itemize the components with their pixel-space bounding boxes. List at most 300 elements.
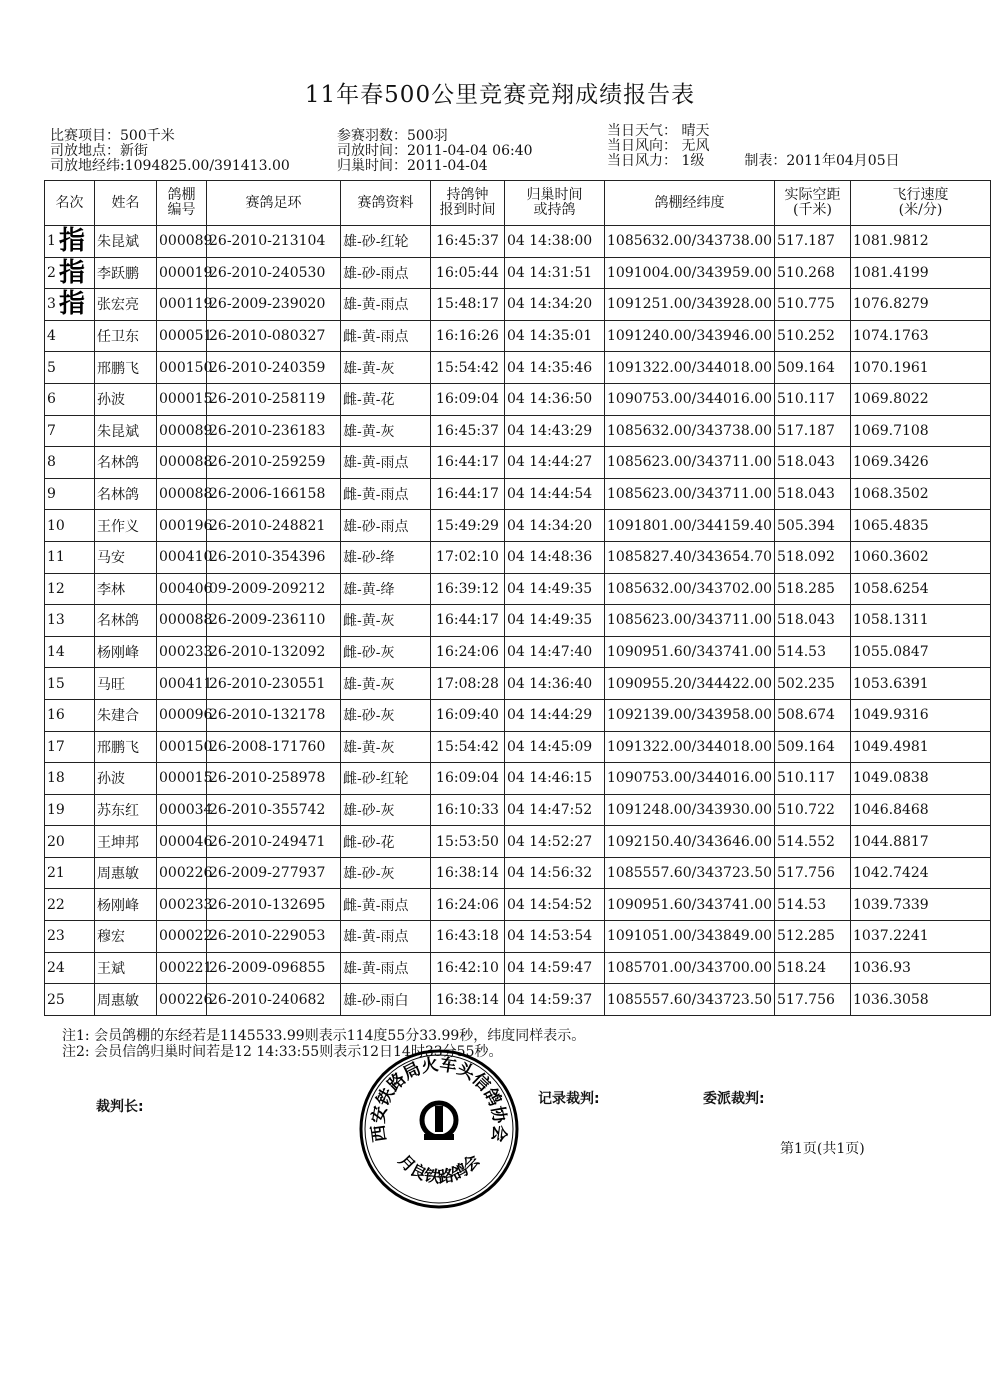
cell-ring-text: 26-2010-229053 xyxy=(209,928,326,945)
cell-ring xyxy=(207,447,341,479)
cell-ring-text: 26-2010-248821 xyxy=(209,517,326,534)
cell-clock-time xyxy=(431,794,505,826)
cell-loft-id xyxy=(157,763,213,795)
cell-loft-coord xyxy=(605,952,775,984)
cell-return-time-text: 04 14:34:20 xyxy=(507,517,593,534)
cell-speed xyxy=(851,226,991,258)
cell-speed xyxy=(851,352,991,384)
cell-name-text: 朱建合 xyxy=(97,708,139,725)
wind-force-text: 当日风力： 1级 xyxy=(607,153,705,169)
cell-distance xyxy=(775,510,851,542)
cell-name-text: 王斌 xyxy=(97,960,125,977)
cell-loft-id xyxy=(157,921,213,953)
cell-clock-time xyxy=(431,763,505,795)
cell-name xyxy=(95,415,157,447)
cell-speed-text: 1081.9812 xyxy=(853,233,929,250)
cell-distance-text: 502.235 xyxy=(777,675,835,692)
cell-loft-id xyxy=(157,731,213,763)
cell-rank-text: 13 xyxy=(47,612,65,629)
cell-name xyxy=(95,510,157,542)
cell-ring-text: 26-2010-258978 xyxy=(209,770,326,787)
cell-clock-time-text: 16:44:17 xyxy=(436,612,499,629)
cell-loft-id-text: 000096 xyxy=(159,707,213,724)
cell-loft-id-text: 000089 xyxy=(159,422,213,439)
cell-return-time-text: 04 14:43:29 xyxy=(507,422,593,439)
cell-return-time-text: 04 14:36:40 xyxy=(507,675,593,692)
cell-clock-time xyxy=(431,226,505,258)
cell-distance xyxy=(775,383,851,415)
cell-ring xyxy=(207,731,341,763)
cell-ring xyxy=(207,668,341,700)
cell-clock-time-text: 16:44:17 xyxy=(436,486,499,503)
cell-rank xyxy=(45,478,95,510)
cell-name-text: 张宏亮 xyxy=(97,297,139,314)
cell-loft-id xyxy=(157,699,213,731)
table-row xyxy=(45,320,991,352)
cell-distance-text: 509.164 xyxy=(777,738,835,755)
cell-clock-time xyxy=(431,699,505,731)
cell-distance-text: 517.187 xyxy=(777,422,835,439)
cell-loft-coord-text: 1092150.40/343646.00 xyxy=(607,833,773,850)
cell-bird-info xyxy=(341,952,431,984)
cell-rank-text: 12 xyxy=(47,580,65,597)
cell-name-text: 李林 xyxy=(97,581,125,598)
cell-speed-text: 1037.2241 xyxy=(853,928,929,945)
cell-clock-time-text: 16:38:14 xyxy=(436,865,499,882)
cell-bird-info xyxy=(341,447,431,479)
cell-speed xyxy=(851,794,991,826)
cell-clock-time xyxy=(431,889,505,921)
cell-ring-text: 26-2009-239020 xyxy=(209,296,326,313)
cell-return-time-text: 04 14:48:36 xyxy=(507,549,593,566)
cell-distance-text: 514.53 xyxy=(777,896,826,913)
cell-name-text: 穆宏 xyxy=(97,929,125,946)
cell-return-time-text: 04 14:54:52 xyxy=(507,896,593,913)
cell-distance xyxy=(775,415,851,447)
cell-distance xyxy=(775,226,851,258)
cell-bird-info xyxy=(341,826,431,858)
cell-return-time xyxy=(505,383,605,415)
cell-bird-info xyxy=(341,763,431,795)
table-row xyxy=(45,541,991,573)
cell-clock-time xyxy=(431,857,505,889)
cell-ring-text: 26-2009-236110 xyxy=(209,612,326,629)
cell-bird-info-text: 雄-砂-雨点 xyxy=(343,518,409,535)
cell-bird-info-text: 雄-砂-灰 xyxy=(343,708,395,725)
cell-ring xyxy=(207,952,341,984)
delegate-judge-label: 委派裁判: xyxy=(703,1091,765,1107)
cell-speed-text: 1055.0847 xyxy=(853,644,929,661)
cell-name-text: 名林鸽 xyxy=(97,487,139,504)
cell-rank xyxy=(45,447,95,479)
cell-bird-info xyxy=(341,573,431,605)
cell-distance-text: 510.117 xyxy=(777,391,835,408)
cell-loft-coord xyxy=(605,573,775,605)
cell-loft-coord-text: 1085632.00/343738.00 xyxy=(607,233,773,250)
cell-clock-time xyxy=(431,921,505,953)
cell-name-text: 朱昆斌 xyxy=(97,234,139,251)
cell-rank xyxy=(45,826,95,858)
cell-bird-info-text: 雄-砂-雨点 xyxy=(343,265,409,282)
cell-loft-id xyxy=(157,668,213,700)
cell-speed xyxy=(851,636,991,668)
header-left xyxy=(50,129,290,174)
cell-loft-coord xyxy=(605,352,775,384)
cell-clock-time-text: 16:24:06 xyxy=(436,896,499,913)
cell-distance xyxy=(775,573,851,605)
cell-distance-text: 510.775 xyxy=(777,296,835,313)
cell-rank-text: 23 xyxy=(47,928,65,945)
cell-return-time-text: 04 14:47:40 xyxy=(507,644,593,661)
cell-distance xyxy=(775,257,851,289)
cell-rank-text: 15 xyxy=(47,675,65,692)
cell-loft-id-text: 000019 xyxy=(159,264,213,281)
cell-name xyxy=(95,952,157,984)
table-row xyxy=(45,383,991,415)
cell-loft-coord xyxy=(605,763,775,795)
cell-return-time-text: 04 14:38:00 xyxy=(507,233,593,250)
cell-distance-text: 510.252 xyxy=(777,328,835,345)
cell-return-time-text: 04 14:36:50 xyxy=(507,391,593,408)
cell-clock-time xyxy=(431,668,505,700)
cell-loft-id xyxy=(157,794,213,826)
cell-speed xyxy=(851,857,991,889)
cell-name xyxy=(95,573,157,605)
cell-ring xyxy=(207,826,341,858)
cell-return-time xyxy=(505,952,605,984)
cell-distance xyxy=(775,605,851,637)
cell-loft-id-text: 000196 xyxy=(159,517,213,534)
cell-loft-id-text: 000233 xyxy=(159,644,213,661)
cell-name-text: 邢鹏飞 xyxy=(97,360,139,377)
table-row xyxy=(45,447,991,479)
cell-loft-coord xyxy=(605,826,775,858)
column-header-speed: 飞行速度 (米/分) xyxy=(851,181,991,226)
cell-clock-time-text: 16:44:17 xyxy=(436,454,499,471)
cell-speed xyxy=(851,889,991,921)
cell-return-time xyxy=(505,984,605,1016)
cell-loft-coord-text: 1091322.00/344018.00 xyxy=(607,359,773,376)
cell-distance-text: 518.043 xyxy=(777,486,835,503)
cell-bird-info xyxy=(341,541,431,573)
cell-name xyxy=(95,541,157,573)
cell-speed xyxy=(851,921,991,953)
cell-distance xyxy=(775,794,851,826)
cell-speed xyxy=(851,699,991,731)
cell-bird-info-text: 雄-黄-灰 xyxy=(343,360,395,377)
cell-distance xyxy=(775,636,851,668)
header-right xyxy=(607,124,900,169)
column-header-clock-time: 持鸽钟 报到时间 xyxy=(431,181,505,226)
cell-loft-id xyxy=(157,826,213,858)
release-place: 司放地点：新街 xyxy=(50,143,148,159)
cell-distance xyxy=(775,289,851,321)
cell-speed-text: 1049.0838 xyxy=(853,770,929,787)
cell-bird-info-text: 雌-黄-灰 xyxy=(343,613,395,630)
cell-return-time-text: 04 14:35:46 xyxy=(507,359,593,376)
cell-bird-info-text: 雌-黄-雨点 xyxy=(343,897,409,914)
column-header-bird-info: 赛鸽资料 xyxy=(341,181,431,226)
cell-name xyxy=(95,447,157,479)
cell-bird-info-text: 雌-砂-灰 xyxy=(343,645,395,662)
cell-ring xyxy=(207,857,341,889)
cell-speed-text: 1058.1311 xyxy=(853,612,929,629)
cell-bird-info xyxy=(341,478,431,510)
cell-rank-text: 2 xyxy=(47,264,56,281)
cell-return-time-text: 04 14:52:27 xyxy=(507,833,593,850)
cell-loft-coord-text: 1085557.60/343723.50 xyxy=(607,865,773,882)
cell-return-time xyxy=(505,605,605,637)
cell-bird-info-text: 雄-砂-雨白 xyxy=(343,992,409,1009)
cell-loft-coord-text: 1090753.00/344016.00 xyxy=(607,391,773,408)
cell-ring-text: 09-2009-209212 xyxy=(209,580,326,597)
cell-return-time-text: 04 14:44:54 xyxy=(507,486,593,503)
cell-distance xyxy=(775,763,851,795)
wind-direction: 当日风向： 无风 xyxy=(607,138,710,154)
cell-clock-time xyxy=(431,826,505,858)
cell-loft-id-text: 000034 xyxy=(159,801,213,818)
cell-speed-text: 1076.8279 xyxy=(853,296,929,313)
cell-distance xyxy=(775,478,851,510)
cell-name xyxy=(95,921,157,953)
release-time: 司放时间：2011-04-04 06:40 xyxy=(337,143,533,159)
cell-return-time xyxy=(505,668,605,700)
cell-name-text: 苏东红 xyxy=(97,802,139,819)
column-header-loft-id: 鸽棚 编号 xyxy=(157,181,207,226)
cell-loft-coord xyxy=(605,226,775,258)
cell-clock-time xyxy=(431,731,505,763)
table-header-row xyxy=(45,181,991,226)
cell-name-text: 马安 xyxy=(97,550,125,567)
cell-loft-coord xyxy=(605,383,775,415)
cell-distance xyxy=(775,699,851,731)
cell-clock-time-text: 17:08:28 xyxy=(436,675,499,692)
cell-clock-time-text: 16:42:10 xyxy=(436,959,499,976)
cell-distance-text: 514.53 xyxy=(777,644,826,661)
cell-distance-text: 508.674 xyxy=(777,707,835,724)
table-row xyxy=(45,952,991,984)
cell-distance xyxy=(775,984,851,1016)
cell-loft-coord-text: 1085827.40/343654.70 xyxy=(607,549,773,566)
cell-loft-coord xyxy=(605,605,775,637)
cell-loft-id xyxy=(157,415,213,447)
cell-rank-text: 17 xyxy=(47,738,65,755)
column-header-name: 姓名 xyxy=(95,181,157,226)
cell-return-time xyxy=(505,226,605,258)
cell-clock-time xyxy=(431,636,505,668)
cell-ring-text: 26-2009-096855 xyxy=(209,959,326,976)
cell-loft-coord xyxy=(605,668,775,700)
cell-loft-coord xyxy=(605,289,775,321)
cell-rank-text: 10 xyxy=(47,517,65,534)
cell-loft-coord xyxy=(605,510,775,542)
cell-clock-time-text: 16:10:33 xyxy=(436,801,499,818)
cell-ring xyxy=(207,541,341,573)
cell-speed-text: 1058.6254 xyxy=(853,580,929,597)
cell-bird-info-text: 雄-黄-雨点 xyxy=(343,929,409,946)
cell-bird-info-text: 雄-黄-灰 xyxy=(343,676,395,693)
cell-loft-coord-text: 1085623.00/343711.00 xyxy=(607,454,773,471)
cell-bird-info xyxy=(341,857,431,889)
cell-distance-text: 510.117 xyxy=(777,770,835,787)
cell-speed-text: 1036.93 xyxy=(853,959,911,976)
cell-loft-coord-text: 1085632.00/343738.00 xyxy=(607,422,773,439)
record-judge-label: 记录裁判: xyxy=(538,1091,600,1107)
cell-distance-text: 512.285 xyxy=(777,928,835,945)
cell-ring-text: 26-2010-132178 xyxy=(209,707,326,724)
handwritten-mark: 指 xyxy=(59,289,86,320)
cell-distance xyxy=(775,668,851,700)
cell-ring-text: 26-2008-171760 xyxy=(209,738,326,755)
cell-loft-coord xyxy=(605,699,775,731)
cell-clock-time-text: 16:45:37 xyxy=(436,233,499,250)
table-row xyxy=(45,510,991,542)
column-header-rank: 名次 xyxy=(45,181,95,226)
cell-name-text: 李跃鹏 xyxy=(97,265,139,282)
cell-distance xyxy=(775,921,851,953)
release-coord: 司放地经纬:1094825.00/391413.00 xyxy=(50,158,290,174)
cell-rank xyxy=(45,636,95,668)
cell-distance-text: 518.043 xyxy=(777,454,835,471)
cell-loft-id-text: 000150 xyxy=(159,738,213,755)
cell-rank-text: 11 xyxy=(47,549,65,566)
cell-loft-coord-text: 1091004.00/343959.00 xyxy=(607,264,773,281)
table-row xyxy=(45,352,991,384)
cell-loft-coord xyxy=(605,541,775,573)
cell-clock-time xyxy=(431,952,505,984)
cell-rank xyxy=(45,952,95,984)
cell-rank-text: 14 xyxy=(47,644,65,661)
cell-ring xyxy=(207,478,341,510)
cell-return-time xyxy=(505,320,605,352)
cell-ring-text: 26-2010-258119 xyxy=(209,391,326,408)
cell-loft-coord-text: 1085623.00/343711.00 xyxy=(607,486,773,503)
cell-speed-text: 1069.3426 xyxy=(853,454,929,471)
cell-speed xyxy=(851,320,991,352)
cell-name-text: 名林鸽 xyxy=(97,613,139,630)
cell-distance-text: 517.187 xyxy=(777,233,835,250)
cell-clock-time-text: 16:09:04 xyxy=(436,391,499,408)
cell-name-text: 朱昆斌 xyxy=(97,423,139,440)
cell-ring-text: 26-2010-132092 xyxy=(209,644,326,661)
cell-loft-coord-text: 1090955.20/344422.00 xyxy=(607,675,773,692)
cell-bird-info xyxy=(341,415,431,447)
cell-name xyxy=(95,226,157,258)
prepared-date: 制表：2011年04月05日 xyxy=(744,153,900,169)
cell-loft-coord xyxy=(605,415,775,447)
cell-bird-info-text: 雌-砂-花 xyxy=(343,834,395,851)
cell-bird-info-text: 雄-黄-灰 xyxy=(343,423,395,440)
cell-clock-time-text: 16:09:04 xyxy=(436,770,499,787)
cell-bird-info xyxy=(341,984,431,1016)
cell-bird-info-text: 雄-砂-红轮 xyxy=(343,234,409,251)
cell-speed xyxy=(851,541,991,573)
cell-loft-id xyxy=(157,952,213,984)
cell-distance xyxy=(775,541,851,573)
cell-return-time-text: 04 14:59:47 xyxy=(507,959,593,976)
cell-name xyxy=(95,320,157,352)
cell-loft-coord xyxy=(605,478,775,510)
cell-distance xyxy=(775,952,851,984)
cell-return-time xyxy=(505,541,605,573)
cell-speed-text: 1036.3058 xyxy=(853,991,929,1008)
cell-speed xyxy=(851,605,991,637)
cell-ring xyxy=(207,226,341,258)
cell-ring xyxy=(207,794,341,826)
cell-clock-time xyxy=(431,447,505,479)
cell-rank xyxy=(45,889,95,921)
cell-return-time xyxy=(505,763,605,795)
cell-bird-info-text: 雌-黄-花 xyxy=(343,392,395,409)
cell-clock-time-text: 17:02:10 xyxy=(436,549,499,566)
cell-ring xyxy=(207,605,341,637)
cell-clock-time-text: 16:16:26 xyxy=(436,328,499,345)
cell-rank-text: 1 xyxy=(47,233,56,250)
cell-ring xyxy=(207,415,341,447)
cell-speed xyxy=(851,731,991,763)
cell-name-text: 王坤邦 xyxy=(97,834,139,851)
cell-clock-time xyxy=(431,478,505,510)
cell-clock-time-text: 15:48:17 xyxy=(436,296,499,313)
table-row xyxy=(45,763,991,795)
cell-loft-coord-text: 1090753.00/344016.00 xyxy=(607,770,773,787)
results-table xyxy=(44,180,991,1016)
cell-clock-time xyxy=(431,605,505,637)
cell-return-time-text: 04 14:44:27 xyxy=(507,454,593,471)
cell-speed-text: 1081.4199 xyxy=(853,264,929,281)
cell-distance-text: 514.552 xyxy=(777,833,835,850)
cell-rank-text: 6 xyxy=(47,391,56,408)
cell-bird-info xyxy=(341,699,431,731)
cell-loft-id-text: 000046 xyxy=(159,833,213,850)
cell-rank xyxy=(45,921,95,953)
table-row xyxy=(45,794,991,826)
cell-loft-coord-text: 1091051.00/343849.00 xyxy=(607,928,773,945)
cell-rank-text: 24 xyxy=(47,959,65,976)
cell-loft-id xyxy=(157,289,213,321)
cell-speed xyxy=(851,478,991,510)
cell-distance-text: 510.722 xyxy=(777,801,835,818)
cell-ring-text: 26-2010-236183 xyxy=(209,422,326,439)
cell-rank-text: 7 xyxy=(47,422,56,439)
cell-bird-info xyxy=(341,352,431,384)
cell-return-time xyxy=(505,636,605,668)
cell-loft-coord xyxy=(605,857,775,889)
cell-speed xyxy=(851,415,991,447)
cell-loft-id-text: 000150 xyxy=(159,359,213,376)
cell-ring xyxy=(207,510,341,542)
cell-bird-info xyxy=(341,731,431,763)
cell-loft-id xyxy=(157,257,213,289)
cell-bird-info xyxy=(341,257,431,289)
cell-bird-info-text: 雄-砂-灰 xyxy=(343,866,395,883)
cell-loft-id xyxy=(157,636,213,668)
table-row xyxy=(45,826,991,858)
cell-ring xyxy=(207,984,341,1016)
cell-name xyxy=(95,984,157,1016)
cell-loft-coord-text: 1085557.60/343723.50 xyxy=(607,991,773,1008)
cell-bird-info-text: 雌-砂-红轮 xyxy=(343,771,409,788)
cell-distance xyxy=(775,857,851,889)
cell-rank xyxy=(45,763,95,795)
cell-name xyxy=(95,383,157,415)
cell-loft-id xyxy=(157,320,213,352)
cell-name xyxy=(95,257,157,289)
cell-speed xyxy=(851,257,991,289)
cell-bird-info xyxy=(341,320,431,352)
cell-distance-text: 510.268 xyxy=(777,264,835,281)
cell-loft-coord-text: 1085701.00/343700.00 xyxy=(607,959,773,976)
